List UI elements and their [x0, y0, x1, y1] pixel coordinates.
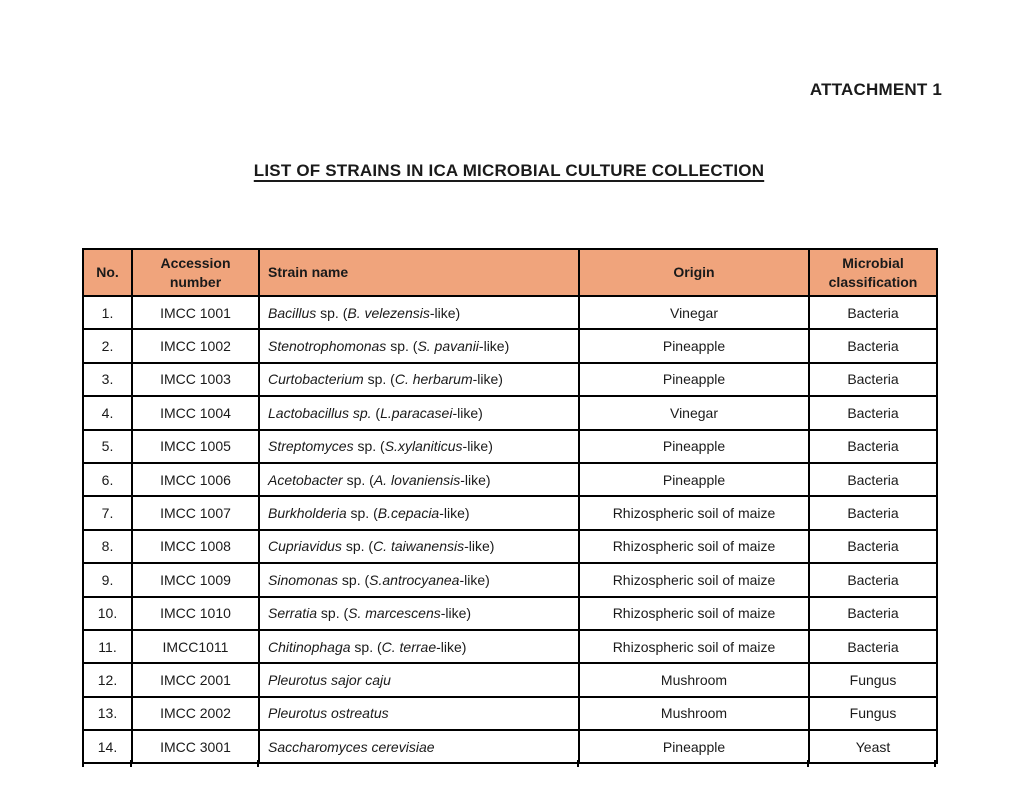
- strain-name-italic-segment: Sinomonas: [268, 571, 339, 588]
- strain-name-italic-segment: Curtobacterium: [268, 371, 364, 388]
- strain-name-cell: [259, 396, 579, 429]
- header-no: No.: [83, 249, 132, 296]
- strain-name-plain-segment: -like): [472, 371, 503, 388]
- strain-name-italic-segment: Chitinophaga: [268, 638, 351, 655]
- strain-name-plain-segment: sp. (: [342, 471, 374, 488]
- row-number-cell: 5.: [83, 430, 132, 463]
- strain-name-italic-segment: Pleurotus sajor caju: [268, 671, 391, 688]
- accession-number-cell: IMCC 2001: [132, 663, 259, 696]
- strain-name-italic-segment: S. pavanii: [417, 338, 479, 355]
- header-strain-name: Strain name: [259, 249, 579, 296]
- strain-name-cell: [259, 597, 579, 630]
- strain-name-cell: [259, 430, 579, 463]
- accession-number-cell: IMCC 2002: [132, 697, 259, 730]
- strain-name-plain-segment: sp. (: [353, 438, 385, 455]
- strain-name-plain-segment: -like): [436, 638, 467, 655]
- strain-name-plain-segment: -like): [459, 571, 490, 588]
- strain-name-italic-segment: Lactobacillus sp.: [268, 404, 372, 421]
- origin-cell: Vinegar: [579, 396, 809, 429]
- table-row: [83, 363, 937, 396]
- clipped-border-stub: [82, 760, 84, 767]
- accession-number-cell: IMCC 3001: [132, 730, 259, 763]
- origin-cell: Rhizospheric soil of maize: [579, 597, 809, 630]
- table-body: [83, 296, 937, 763]
- row-number-cell: 4.: [83, 396, 132, 429]
- strain-name-cell: [259, 329, 579, 362]
- clipped-border-stub: [577, 760, 579, 767]
- classification-cell: Fungus: [809, 663, 937, 696]
- classification-cell: Bacteria: [809, 296, 937, 329]
- strain-name-plain-segment: (: [371, 404, 381, 421]
- strain-name-italic-segment: Serratia: [268, 605, 318, 622]
- strain-name-plain-segment: sp. (: [341, 538, 374, 555]
- header-accession-number: Accession number: [132, 249, 259, 296]
- strain-name-italic-segment: Streptomyces: [268, 438, 354, 455]
- table-row: [83, 563, 937, 596]
- table-row: [83, 430, 937, 463]
- row-number-cell: 2.: [83, 329, 132, 362]
- origin-cell: Mushroom: [579, 663, 809, 696]
- row-number-cell: 8.: [83, 530, 132, 563]
- origin-cell: Rhizospheric soil of maize: [579, 496, 809, 529]
- strain-name-italic-segment: L.paracasei: [380, 404, 453, 421]
- origin-cell: Pineapple: [579, 463, 809, 496]
- row-number-cell: 12.: [83, 663, 132, 696]
- strain-name-plain-segment: sp. (: [350, 638, 382, 655]
- strain-name-plain-segment: sp. (: [386, 338, 418, 355]
- header-microbial-classification: Microbial classification: [809, 249, 937, 296]
- classification-cell: Bacteria: [809, 329, 937, 362]
- classification-cell: Bacteria: [809, 430, 937, 463]
- classification-cell: Bacteria: [809, 597, 937, 630]
- origin-cell: Vinegar: [579, 296, 809, 329]
- classification-cell: Yeast: [809, 730, 937, 763]
- strain-name-italic-segment: C. herbarum: [394, 371, 473, 388]
- clipped-border-stub: [934, 760, 936, 767]
- classification-cell: Bacteria: [809, 530, 937, 563]
- accession-number-cell: IMCC 1010: [132, 597, 259, 630]
- classification-cell: Fungus: [809, 697, 937, 730]
- strain-name-plain-segment: sp. (: [346, 505, 378, 522]
- row-number-cell: 1.: [83, 296, 132, 329]
- strain-name-plain-segment: -like): [478, 338, 510, 355]
- strain-name-italic-segment: Saccharomyces cerevisiae: [268, 738, 435, 755]
- row-number-cell: 6.: [83, 463, 132, 496]
- classification-cell: Bacteria: [809, 396, 937, 429]
- strain-name-italic-segment: B. velezensis: [347, 304, 430, 321]
- table-row: [83, 597, 937, 630]
- strain-name-plain-segment: sp. (: [363, 371, 395, 388]
- strain-name-cell: [259, 730, 579, 763]
- strain-name-plain-segment: -like): [452, 404, 483, 421]
- table-row: [83, 730, 937, 763]
- strain-name-plain-segment: sp. (: [317, 605, 349, 622]
- table-row: [83, 697, 937, 730]
- strain-name-italic-segment: C. terrae: [381, 638, 437, 655]
- attachment-label: ATTACHMENT 1: [809, 80, 942, 99]
- header-origin: Origin: [579, 249, 809, 296]
- origin-cell: Pineapple: [579, 730, 809, 763]
- strain-name-italic-segment: B.cepacia: [377, 505, 440, 522]
- clipped-border-stub: [130, 760, 132, 767]
- strain-name-italic-segment: Stenotrophomonas: [268, 338, 387, 355]
- accession-number-cell: IMCC 1005: [132, 430, 259, 463]
- strain-name-cell: [259, 663, 579, 696]
- row-number-cell: 10.: [83, 597, 132, 630]
- origin-cell: Mushroom: [579, 697, 809, 730]
- accession-number-cell: IMCC 1003: [132, 363, 259, 396]
- strain-name-plain-segment: -like): [462, 438, 493, 455]
- classification-cell: Bacteria: [809, 630, 937, 663]
- origin-cell: Rhizospheric soil of maize: [579, 530, 809, 563]
- strain-name-plain-segment: -like): [460, 471, 491, 488]
- table-row: [83, 329, 937, 362]
- origin-cell: Rhizospheric soil of maize: [579, 630, 809, 663]
- strain-name-cell: [259, 496, 579, 529]
- table-row: [83, 496, 937, 529]
- accession-number-cell: IMCC 1001: [132, 296, 259, 329]
- accession-number-cell: IMCC1011: [132, 630, 259, 663]
- row-number-cell: 11.: [83, 630, 132, 663]
- strain-name-plain-segment: -like): [439, 505, 470, 522]
- row-number-cell: 7.: [83, 496, 132, 529]
- strain-name-cell: [259, 563, 579, 596]
- row-number-cell: 3.: [83, 363, 132, 396]
- table-row: [83, 663, 937, 696]
- classification-cell: Bacteria: [809, 363, 937, 396]
- page-title: LIST OF STRAINS IN ICA MICROBIAL CULTURE COLLECTION: [253, 161, 765, 180]
- origin-cell: Pineapple: [579, 363, 809, 396]
- table-row: [83, 296, 937, 329]
- strain-name-italic-segment: Cupriavidus: [268, 538, 342, 555]
- origin-cell: Rhizospheric soil of maize: [579, 563, 809, 596]
- accession-number-cell: IMCC 1006: [132, 463, 259, 496]
- strain-name-cell: [259, 697, 579, 730]
- row-number-cell: 13.: [83, 697, 132, 730]
- accession-number-cell: IMCC 1009: [132, 563, 259, 596]
- strain-name-plain-segment: -like): [464, 538, 495, 555]
- classification-cell: Bacteria: [809, 463, 937, 496]
- strain-name-plain-segment: -like): [429, 304, 461, 321]
- strain-name-italic-segment: Burkholderia: [268, 505, 347, 522]
- strain-name-italic-segment: Acetobacter: [268, 471, 343, 488]
- accession-number-cell: IMCC 1002: [132, 329, 259, 362]
- table-header-row: [83, 249, 937, 296]
- accession-number-cell: IMCC 1007: [132, 496, 259, 529]
- strain-name-italic-segment: Bacillus: [268, 304, 317, 321]
- strain-name-italic-segment: A. lovaniensis: [373, 471, 461, 488]
- table-next-row-clipped: [0, 760, 1018, 767]
- strain-name-cell: [259, 630, 579, 663]
- strain-name-cell: [259, 463, 579, 496]
- origin-cell: Pineapple: [579, 430, 809, 463]
- accession-number-cell: IMCC 1004: [132, 396, 259, 429]
- table-row: [83, 630, 937, 663]
- strain-name-italic-segment: S.antrocyanea: [369, 571, 460, 588]
- table-row: [83, 396, 937, 429]
- strain-name-plain-segment: sp. (: [338, 571, 370, 588]
- classification-cell: Bacteria: [809, 563, 937, 596]
- strain-name-cell: [259, 296, 579, 329]
- classification-cell: Bacteria: [809, 496, 937, 529]
- strain-name-cell: [259, 363, 579, 396]
- strain-name-cell: [259, 530, 579, 563]
- table-row: [83, 530, 937, 563]
- strain-collection-table: [82, 248, 938, 764]
- strain-name-italic-segment: Pleurotus ostreatus: [268, 705, 389, 722]
- table-row: [83, 463, 937, 496]
- clipped-border-stub: [807, 760, 809, 767]
- strain-name-plain-segment: sp. (: [316, 304, 348, 321]
- row-number-cell: 14.: [83, 730, 132, 763]
- accession-number-cell: IMCC 1008: [132, 530, 259, 563]
- origin-cell: Pineapple: [579, 329, 809, 362]
- row-number-cell: 9.: [83, 563, 132, 596]
- strain-name-plain-segment: -like): [440, 605, 472, 622]
- strain-name-italic-segment: S. marcescens: [348, 605, 441, 622]
- clipped-border-stub: [257, 760, 259, 767]
- strain-name-italic-segment: S.xylaniticus: [384, 438, 463, 455]
- strain-name-italic-segment: C. taiwanensis: [373, 538, 465, 555]
